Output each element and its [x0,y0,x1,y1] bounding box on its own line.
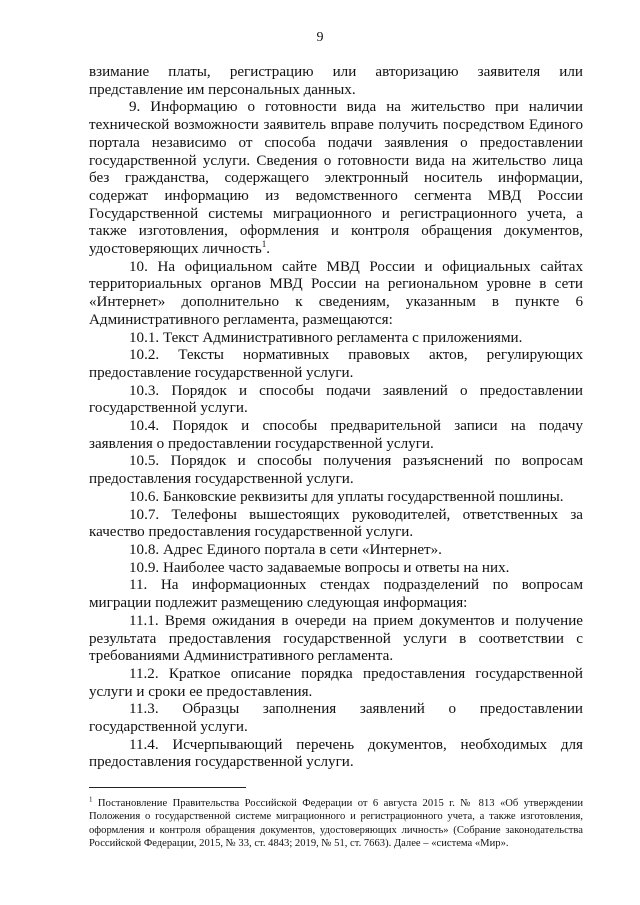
paragraph-continuation: взимание платы, регистрацию или авторизацию заявителя или представление им персональных данных. [89,64,583,98]
paragraph-11-2: 11.2. Краткое описание порядка предоставления государственной услуги и сроки ее предоставления. [89,665,583,700]
paragraph-9-text: 9. Информацию о готовности вида на жительство при наличии технической возможности заявитель вправе получить посредством Единого портала независимо от способа подачи заявления о предоставлении государственной услуги. Сведения о готовности вида на жительство лица без гражданства, содержащего электронный носитель информации, содержат информацию из ведомственного сегмента МВД России Государственной системы миграционного и регистрационного учета, а также изготовления, оформления и контроля обращения документов, удостоверяющих личность [89,99,583,258]
paragraph-10-7: 10.7. Телефоны вышестоящих руководителей, ответственных за качество предоставления государственной услуги. [89,506,583,541]
footnote [89,797,583,850]
paragraph-10-5: 10.5. Порядок и способы получения разъяснений по вопросам предоставления государственной услуги. [89,453,583,488]
document-body [89,64,583,772]
paragraph-10-1: 10.1. Текст Административного регламента с приложениями. [129,329,523,346]
paragraph-11-3: 11.3. Образцы заполнения заявлений о предоставлении государственной услуги. [89,701,583,736]
page-number: 9 [316,30,324,45]
paragraph-10-6: 10.6. Банковские реквизиты для уплаты государственной пошлины. [129,488,564,505]
paragraph-10: 10. На официальном сайте МВД России и официальных сайтах территориальных органов МВД России на региональном уровне в сети «Интернет» дополнительно к сведениям, указанным в пункте 6 Административного регламента, размещаются: [89,258,583,328]
paragraph-10-2: 10.2. Тексты нормативных правовых актов, регулирующих предоставление государственной услуги. [89,347,583,381]
footnote-reference[interactable]: 1 [261,239,267,249]
paragraph-11: 11. На информационных стендах подразделений по вопросам миграции подлежит размещению следующая информация: [89,577,583,612]
footnote-text: Постановление Правительства Российской Федерации от 6 августа 2015 г. № 813 «Об утверждении Положения о государственной системе миграционного и регистрационного учета, а также изготовления, оформления и контроля обращения документов, удостоверяющих личность» (Собрание законодательства Российской Федерации, 2015, № 33, ст. 4843; 2019, № 51, ст. 7663). Далее – «система «Мир». [89,798,583,849]
footnote-divider [89,787,246,788]
paragraph-11-4: 11.4. Исчерпывающий перечень документов, необходимых для предоставления государственной услуги. [89,736,583,771]
paragraph-10-9: 10.9. Наиболее часто задаваемые вопросы и ответы на них. [129,559,510,576]
paragraph-10-3: 10.3. Порядок и способы подачи заявлений о предоставлении государственной услуги. [89,382,583,417]
paragraph-10-4: 10.4. Порядок и способы предварительной записи на подачу заявления о предоставлении государственной услуги. [89,418,583,452]
paragraph-11-1: 11.1. Время ожидания в очереди на прием документов и получение результата предоставления государственной услуги в соответствии с требованиями Административного регламента. [89,612,583,665]
paragraph-9 [89,99,583,258]
footnote-mark: 1 [89,795,93,804]
paragraph-9-tail: . [266,241,271,258]
paragraph-10-8: 10.8. Адрес Единого портала в сети «Интернет». [129,541,442,558]
